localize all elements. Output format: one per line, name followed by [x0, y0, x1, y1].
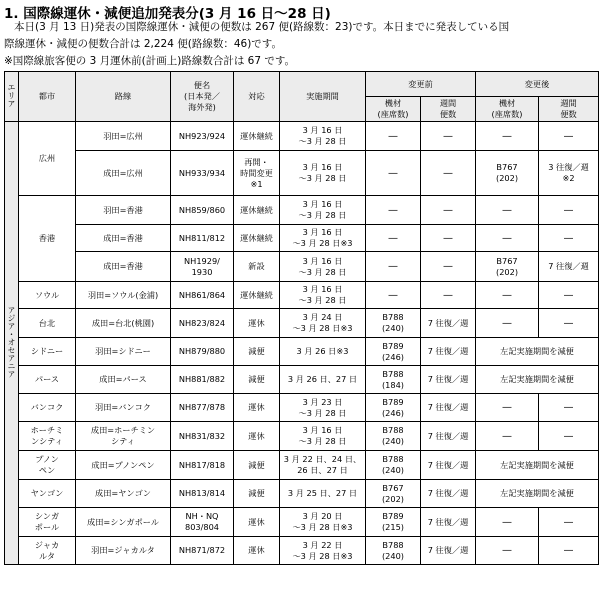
after-aircraft-cell: —	[476, 196, 539, 225]
action-cell: 運休継続	[234, 122, 280, 151]
after-aircraft-cell: —	[476, 394, 539, 422]
header-route: 路線	[76, 72, 171, 122]
action-cell: 運休継続	[234, 196, 280, 225]
before-weekly-cell: —	[421, 282, 476, 309]
table-row	[5, 122, 599, 151]
before-weekly-cell: 7 往復／週	[421, 508, 476, 537]
period-cell: 3 月 16 日 ～3 月 28 日	[280, 282, 366, 309]
before-aircraft-cell: B788 (240)	[366, 309, 421, 338]
before-aircraft-cell: —	[366, 225, 421, 252]
route-cell: 成田=シンガポール	[76, 508, 171, 537]
after-aircraft-cell: —	[476, 309, 539, 338]
section-heading: 1. 国際線運休・減便追加発表分(3 月 16 日～28 日)	[4, 6, 331, 22]
action-cell: 運休	[234, 422, 280, 451]
city-cell: プノン ペン	[19, 451, 76, 480]
header-period: 実施期間	[280, 72, 366, 122]
flight-cell: NH877/878	[171, 394, 234, 422]
before-weekly-cell: 7 往復／週	[421, 422, 476, 451]
period-cell: 3 月 23 日 ～3 月 28 日	[280, 394, 366, 422]
route-cell: 羽田=ジャカルタ	[76, 537, 171, 565]
city-cell: ホーチミ ンシティ	[19, 422, 76, 451]
after-weekly-cell: 7 往復／週	[539, 252, 599, 282]
after-weekly-cell: —	[539, 309, 599, 338]
route-cell: 成田=パース	[76, 366, 171, 394]
table-row	[5, 252, 599, 282]
flight-cell: NH811/812	[171, 225, 234, 252]
period-cell: 3 月 16 日 ～3 月 28 日※3	[280, 225, 366, 252]
flight-suspension-table	[4, 71, 599, 565]
period-cell: 3 月 24 日 ～3 月 28 日※3	[280, 309, 366, 338]
after-weekly-cell: —	[539, 508, 599, 537]
before-aircraft-cell: —	[366, 196, 421, 225]
city-cell: ジャカ ルタ	[19, 537, 76, 565]
after-note-cell: 左記実施期間を減便	[476, 480, 599, 508]
route-cell: 成田=ヤンゴン	[76, 480, 171, 508]
action-cell: 運休	[234, 309, 280, 338]
header-before: 変更前	[366, 72, 476, 97]
intro-line-1: 本日(3 月 13 日)発表の国際線運休・減便の便数は 267 便(路線数：23)です。本日までに発表している国	[14, 21, 510, 33]
period-cell: 3 月 16 日 ～3 月 28 日	[280, 252, 366, 282]
after-aircraft-cell: —	[476, 122, 539, 151]
before-weekly-cell: —	[421, 196, 476, 225]
route-cell: 羽田=シドニー	[76, 338, 171, 366]
action-cell: 新設	[234, 252, 280, 282]
after-note-cell: 左記実施期間を減便	[476, 338, 599, 366]
action-cell: 運休	[234, 537, 280, 565]
after-weekly-cell: —	[539, 537, 599, 565]
flight-cell: NH817/818	[171, 451, 234, 480]
route-cell: 羽田=香港	[76, 196, 171, 225]
route-cell: 羽田=バンコク	[76, 394, 171, 422]
city-cell: パース	[19, 366, 76, 394]
period-cell: 3 月 16 日 ～3 月 28 日	[280, 151, 366, 196]
header-city: 都市	[19, 72, 76, 122]
before-aircraft-cell: —	[366, 122, 421, 151]
header-before-weekly: 週間 便数	[421, 97, 476, 122]
city-cell: ソウル	[19, 282, 76, 309]
flight-cell: NH879/880	[171, 338, 234, 366]
route-cell: 成田=ホーチミン シティ	[76, 422, 171, 451]
action-cell: 減便	[234, 338, 280, 366]
after-weekly-cell: 3 往復／週 ※2	[539, 151, 599, 196]
after-aircraft-cell: —	[476, 282, 539, 309]
city-cell: 台北	[19, 309, 76, 338]
route-cell: 羽田=広州	[76, 122, 171, 151]
period-cell: 3 月 26 日、27 日	[280, 366, 366, 394]
before-weekly-cell: 7 往復／週	[421, 480, 476, 508]
after-aircraft-cell: —	[476, 537, 539, 565]
intro-line-2: 際線運休・減便の便数合計は 2,224 便(路線数：46)です。	[4, 38, 282, 50]
before-aircraft-cell: B788 (240)	[366, 537, 421, 565]
period-cell: 3 月 22 日、24 日、 26 日、27 日	[280, 451, 366, 480]
table-row	[5, 309, 599, 338]
route-cell: 成田=広州	[76, 151, 171, 196]
table-row	[5, 196, 599, 225]
table-row	[5, 151, 599, 196]
after-weekly-cell: —	[539, 122, 599, 151]
before-weekly-cell: 7 往復／週	[421, 394, 476, 422]
flight-cell: NH861/864	[171, 282, 234, 309]
header-area: エリア	[5, 72, 19, 122]
before-aircraft-cell: B788 (240)	[366, 451, 421, 480]
route-cell: 成田=プノンペン	[76, 451, 171, 480]
header-after-weekly: 週間 便数	[539, 97, 599, 122]
table-row	[5, 225, 599, 252]
action-cell: 減便	[234, 480, 280, 508]
action-cell: 運休	[234, 508, 280, 537]
period-cell: 3 月 25 日、27 日	[280, 480, 366, 508]
after-aircraft-cell: —	[476, 422, 539, 451]
before-aircraft-cell: B789 (215)	[366, 508, 421, 537]
action-cell: 再開・ 時間変更 ※1	[234, 151, 280, 196]
before-aircraft-cell: B789 (246)	[366, 394, 421, 422]
after-weekly-cell: —	[539, 196, 599, 225]
city-cell: シンガ ポール	[19, 508, 76, 537]
before-weekly-cell: 7 往復／週	[421, 366, 476, 394]
period-cell: 3 月 16 日 ～3 月 28 日	[280, 122, 366, 151]
flight-cell: NH・NQ 803/804	[171, 508, 234, 537]
route-cell: 成田=香港	[76, 252, 171, 282]
table-row	[5, 394, 599, 422]
after-weekly-cell: —	[539, 422, 599, 451]
action-cell: 運休継続	[234, 282, 280, 309]
city-cell: ヤンゴン	[19, 480, 76, 508]
period-cell: 3 月 16 日 ～3 月 28 日	[280, 196, 366, 225]
flight-cell: NH859/860	[171, 196, 234, 225]
table-row	[5, 338, 599, 366]
before-weekly-cell: —	[421, 225, 476, 252]
period-cell: 3 月 22 日 ～3 月 28 日※3	[280, 537, 366, 565]
after-weekly-cell: —	[539, 282, 599, 309]
before-aircraft-cell: —	[366, 282, 421, 309]
after-weekly-cell: —	[539, 225, 599, 252]
table-row	[5, 508, 599, 537]
header-flight: 便名 (日本発／ 海外発)	[171, 72, 234, 122]
header-row-1	[5, 72, 599, 97]
before-aircraft-cell: —	[366, 252, 421, 282]
after-note-cell: 左記実施期間を減便	[476, 451, 599, 480]
table-row	[5, 451, 599, 480]
flight-cell: NH1929/ 1930	[171, 252, 234, 282]
intro-line-3: ※国際線旅客便の 3 月運休前(計画上)路線数合計は 67 です。	[4, 55, 296, 67]
city-cell: バンコク	[19, 394, 76, 422]
route-cell: 成田=台北(桃園)	[76, 309, 171, 338]
before-weekly-cell: 7 往復／週	[421, 451, 476, 480]
action-cell: 運休	[234, 394, 280, 422]
flight-cell: NH933/934	[171, 151, 234, 196]
header-before-aircraft: 機材 (座席数)	[366, 97, 421, 122]
table-row	[5, 480, 599, 508]
header-after-aircraft: 機材 (座席数)	[476, 97, 539, 122]
city-cell: シドニー	[19, 338, 76, 366]
before-weekly-cell: —	[421, 252, 476, 282]
flight-cell: NH881/882	[171, 366, 234, 394]
area-cell: アジア・オセアニア	[5, 122, 19, 565]
action-cell: 運休継続	[234, 225, 280, 252]
intro-text	[4, 19, 598, 70]
header-after: 変更後	[476, 72, 599, 97]
action-cell: 減便	[234, 451, 280, 480]
before-weekly-cell: 7 往復／週	[421, 537, 476, 565]
after-aircraft-cell: B767 (202)	[476, 151, 539, 196]
city-cell: 香港	[19, 196, 76, 282]
period-cell: 3 月 26 日※3	[280, 338, 366, 366]
table-row	[5, 422, 599, 451]
route-cell: 成田=香港	[76, 225, 171, 252]
flight-cell: NH823/824	[171, 309, 234, 338]
after-aircraft-cell: B767 (202)	[476, 252, 539, 282]
after-note-cell: 左記実施期間を減便	[476, 366, 599, 394]
header-action: 対応	[234, 72, 280, 122]
table-row	[5, 282, 599, 309]
flight-cell: NH923/924	[171, 122, 234, 151]
flight-cell: NH831/832	[171, 422, 234, 451]
before-aircraft-cell: B767 (202)	[366, 480, 421, 508]
before-aircraft-cell: B788 (240)	[366, 422, 421, 451]
route-cell: 羽田=ソウル(金浦)	[76, 282, 171, 309]
city-cell: 広州	[19, 122, 76, 196]
before-weekly-cell: —	[421, 122, 476, 151]
flight-cell: NH813/814	[171, 480, 234, 508]
period-cell: 3 月 16 日 ～3 月 28 日	[280, 422, 366, 451]
action-cell: 減便	[234, 366, 280, 394]
before-weekly-cell: 7 往復／週	[421, 309, 476, 338]
before-aircraft-cell: —	[366, 151, 421, 196]
table-row	[5, 537, 599, 565]
table-row	[5, 366, 599, 394]
period-cell: 3 月 20 日 ～3 月 28 日※3	[280, 508, 366, 537]
before-weekly-cell: 7 往復／週	[421, 338, 476, 366]
before-weekly-cell: —	[421, 151, 476, 196]
flight-cell: NH871/872	[171, 537, 234, 565]
after-aircraft-cell: —	[476, 508, 539, 537]
after-weekly-cell: —	[539, 394, 599, 422]
before-aircraft-cell: B789 (246)	[366, 338, 421, 366]
before-aircraft-cell: B788 (184)	[366, 366, 421, 394]
after-aircraft-cell: —	[476, 225, 539, 252]
